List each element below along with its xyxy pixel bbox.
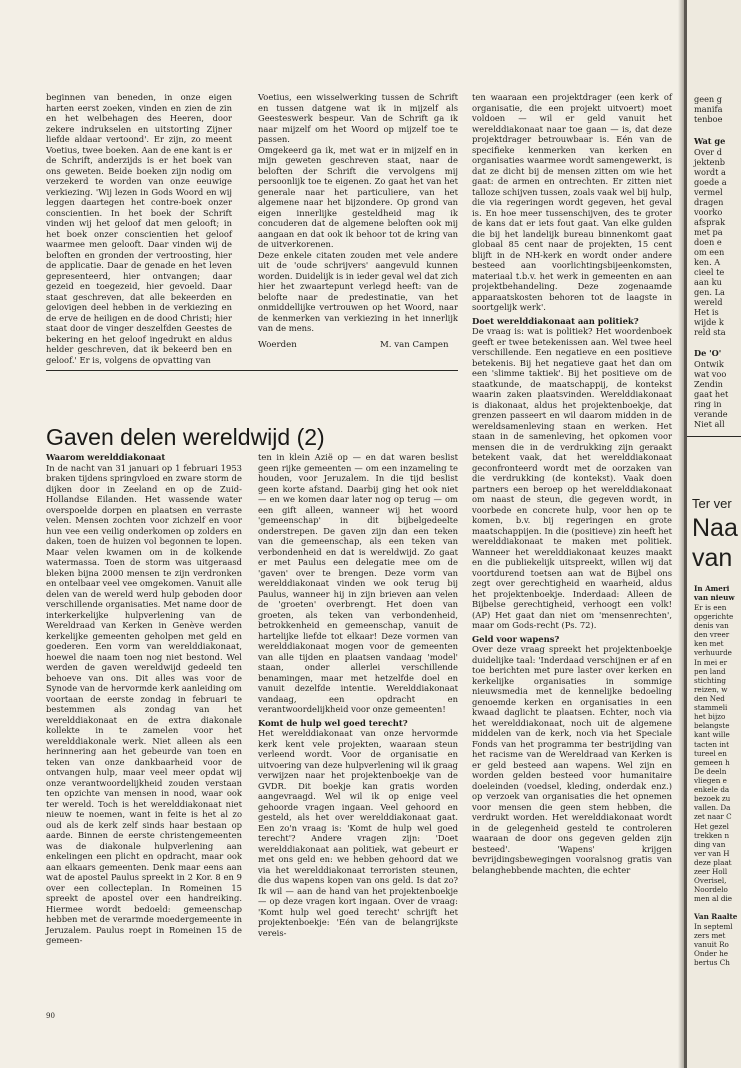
right-line: Ontwik xyxy=(694,359,724,369)
right-small-line: den vreer xyxy=(694,630,730,639)
article-column-2-text: ten in klein Azië op — en dat waren beslist geen rijke gemeenten — om een inzameling te houden, voor Jeruzalem. In die tijd beslist geen korte afstand. Daarbij ging het ook niet — en we komen daar later nog op terug — om een gift alleen, wanneer wij het woord 'gemeenschap' in dit bijbelgedeelte onderstrepen. De gaven zijn dan een teken van die gemeenschap, als een teken van verbondenheid en dat is wereldwijd. Zo gaat er met Paulus een delegatie mee om de 'gaven' over te brengen. Deze vorm van werelddiakonaat vinden we ook terug bij Paulus, wanneer hij in zijn brieven aan velen de 'groeten' overbrengt. Het doen van groeten, als teken van verbondenheid, betrokkenheid en gemeenschap, vanuit de hartelijke liefde tot elkaar! Deze vormen van werelddiakonaat mogen voor de gemeenten van alle tijden en plaatsen vandaag 'model' staan, onder allerlei verschillende benamingen, maar met hetzelfde doel en vanuit dezelfde intentie. Werelddiakonaat vandaag, een opdracht en verantwoordelijkheid voor onze gemeenten! xyxy=(258,452,458,714)
right-small-line: gemeen h xyxy=(694,758,730,767)
article-column-1 xyxy=(46,452,242,1012)
right-small-line: zet naar C xyxy=(694,812,732,821)
right-small-line: Het gezel xyxy=(694,822,729,831)
right-small-line: bezoek zu xyxy=(694,794,731,803)
right-line: ring in xyxy=(694,399,722,409)
right-small-line: Noordelo xyxy=(694,885,728,894)
article-column-1-text: In de nacht van 31 januari op 1 februari 1953 braken tijdens springvloed en zware storm de dijken door in Zeeland en op de Zuid-Hollandse Eilanden. Het wassende water overspoelde dorpen en plaatsen en verraste velen. Mensen zochten voor zichzelf en voor hun vee een veilig onderkomen op zolders en daken, toen de huizen vol begonnen te lopen. Maar velen kwamen om in de kolkende watermassa. Toen de storm was uitgeraasd bleken bijna 2000 mensen te zijn verdronken en ontelbaar veel vee omgekomen. Vanuit alle delen van de wereld werd hulp geboden door verschillende organisaties. Met name door de interkerkelijke hulpverlening van de Wereldraad van Kerken in Genève werden kerkelijke gemeenten geholpen met geld en goederen. Een vorm van werelddiakonaat, hoewel die naam toen nog niet bestond. Wel werden de gaven wereldwijd gedeeld ten behoeve van ons. Dit alles was voor de Synode van de hervormde kerk aanleiding om voortaan de eerste zondag in februari te bestemmen als zondag van het werelddiakonaat en de extra diakonale kollekte in te zamelen voor het werelddiakonale werk. Niet alleen als een herinnering aan het gebeurde van toen en teken van onze dankbaarheid voor de ontvangen hulp, maar veel meer opdat wij onze verantwoordelijkheid zouden verstaan ten opzichte van mensen in nood, waar ook ter wereld. Toch is het werelddiakonaat niet nieuw te noemen, want in feite is het al zo oud als de kerk zelf sinds haar bestaan op aarde. Binnen de eerste christengemeenten was de diakonale hulpverlening aan enkelingen een plicht en opdracht, maar ook aan elkaars gemeenten. Denk maar eens aan wat de apostel Paulus spreekt in 2 Kor. 8 en 9 over een collecteplan. In Romeinen 15 spreekt de apostel over een handreiking. Hiermee wordt bedoeld: gemeenschap hebben met de verarmde moedergemeente in Jeruzalem. Paulus roept in Romeinen 15 de gemeen- xyxy=(46,462,242,945)
right-small-line: zers met xyxy=(694,931,726,940)
right-line: reld sta xyxy=(694,327,726,337)
right-line: om een xyxy=(694,247,725,257)
right-small-line: Overisel, xyxy=(694,876,727,885)
column-3-wapens-text: Over deze vraag spreekt het projektenboekje duidelijke taal: 'Inderdaad verschijnen er af en toe berichten met pure laster over kerken en kerkelijke organisaties in sommige nieuwsmedia met de kennelijke bedoeling genoemde kerken en organisaties in een kwaad daglicht te plaatsen. Echter, noch via het werelddiakonaat, noch uit de algemene middelen van de kerk, noch via het Speciale Fonds van het programma ter bestrijding van het racisme van de Wereldraad van Kerken is er geld besteed aan wapens. Wel zijn en worden gelden besteed voor humanitaire doeleinden (voedsel, kleding, onderdak enz.) op verzoek van organisaties die het opnemen voor mensen die geen stem hebben, die verdrukt worden. Het werelddiakonaat wordt in de gelegenheid gesteld te controleren waaraan de door ons gegeven gelden zijn besteed'. 'Wapens' krijgen bevrijdingsbewegingen vooralsnog gratis van belanghebbende machten, die echter xyxy=(472,644,672,875)
right-line: vermel xyxy=(694,187,723,197)
right-line: goede a xyxy=(694,177,727,187)
right-small-line: In mei er xyxy=(694,658,728,667)
right-line: aan ku xyxy=(694,277,722,287)
right-line: afsprak xyxy=(694,217,726,227)
right-small-line: belangste xyxy=(694,721,730,730)
right-heading-wat: Wat ge xyxy=(694,136,726,146)
top-column-1 xyxy=(46,92,232,365)
right-small-line: verhuurde xyxy=(694,648,732,657)
right-line: dragen xyxy=(694,197,724,207)
right-small-line: trekken n xyxy=(694,831,730,840)
right-small-line: ken met xyxy=(694,639,724,648)
column-3-politiek-text: De vraag is: wat is politiek? Het woordenboek geeft er twee betekenissen aan. Wel twee heel verschillende. Een negatieve en een positieve betekenis. Bij het negatieve gaat het dan om een 'slimme taktiek'. Bij het positieve om de staatkunde, de maatschappij, de kontekst waarin zaken plaatsvinden. Werelddiakonaat is diakonaat, aldus het projektenboekje, dat grenzen passeert en wil daarom midden in de wereldsamenleving staan en werken. Het staan in de samenleving, het opkomen voor mensen die in de verdrukking zijn geraakt betekent vaak, dat het werelddiakonaat geconfronteerd wordt met de oorzaken van die verdrukking (de kontekst). Vaak doen partners een beroep op het werelddiakonaat om naast de steun, die gegeven wordt, in voorbede en concrete hulp, voor hen op te komen, b.v. bij regeringen en grote maatschappijen. In die (positieve) zin heeft het werelddiakonaat te maken met politiek. Wanneer het werelddiakonaat keuzes maakt en die publiekelijk uitspreekt, willen wij dat voortdurend toetsen aan wat de Bijbel ons zegt over gerechtigheid en waarheid, aldus het projektenboekje. Inderdaad: Alleen de Bijbelse gerechtigheid, verhoogt een volk! (AP) Het gaat dan niet om 'mensenrechten', maar om Gods-recht (Ps. 72). xyxy=(472,326,672,630)
right-line: verande xyxy=(694,409,728,419)
heading-wapens: Geld voor wapens? xyxy=(472,633,560,644)
right-headline-1: Naa xyxy=(692,514,738,542)
right-line: voorko xyxy=(694,207,723,217)
right-line: Het is xyxy=(694,307,719,317)
right-small-line: Er is een xyxy=(694,603,727,612)
top-column-2 xyxy=(258,92,458,337)
column-3 xyxy=(472,92,672,1012)
right-lead: In Ameri xyxy=(694,584,730,593)
right-small-line: stichting xyxy=(694,676,726,685)
right-small-line: In septeml xyxy=(694,922,733,931)
right-small-line: ding van xyxy=(694,840,726,849)
right-line: wordt a xyxy=(694,167,726,177)
right-small-line: vanuit Ro xyxy=(694,940,729,949)
right-line: Niet all xyxy=(694,419,725,429)
right-heading-o: De 'O' xyxy=(694,348,722,358)
right-line: gaat het xyxy=(694,389,729,399)
heading-hulp: Komt de hulp wel goed terecht? xyxy=(258,717,408,728)
right-divider xyxy=(687,436,741,437)
signature-place: Woerden xyxy=(258,340,297,350)
right-line: cieel te xyxy=(694,267,725,277)
right-small-line: deze plaat xyxy=(694,858,732,867)
right-small-line: vliegen e xyxy=(694,776,727,785)
right-small-line: zeer Holl xyxy=(694,867,728,876)
column-3-top-text: ten waaraan een projektdrager (een kerk of organisatie, die een projekt uitvoert) moet voldoen — wil er geld vanuit het werelddiakonaat naar toe gaan — is, dat deze projektdrager betrouwbaar is. Eén van de specifieke kenmerken van kerken en organisaties waarmee wordt samengewerkt, is dat ze dicht bij de mensen zitten om wie het gaat: de armen en ontrechten. Er zitten niet talloze schijven tussen, zoals vaak wel bij hulp, die via regeringen wordt gegeven, het geval is. En hoe meer tussenschijven, des te groter de kans dat er iets fout gaat. Van elke gulden die bij het landelijk bureau binnenkomt gaat globaal 85 cent naar de projekten, 15 cent blijft in de NH-kerk en wordt onder andere besteed aan voorlichtingsbijeenkomsten, materiaal t.b.v. het werk in gemeenten en aan projektbehandeling. Deze zogenaamde apparaatskosten behoren tot de laagste in soortgelijk werk'. xyxy=(472,92,673,312)
right-small-line: men al die xyxy=(694,894,733,903)
right-small-line: De deeln xyxy=(694,767,727,776)
right-line: geen g xyxy=(694,94,723,104)
article-title: Gaven delen wereldwijd (2) xyxy=(46,424,325,450)
right-line: ken. A xyxy=(694,257,721,267)
right-small-line: reizen, w xyxy=(694,685,728,694)
right-small-line: opgerichte xyxy=(694,612,734,621)
right-small-line: ver van H xyxy=(694,849,730,858)
section-divider xyxy=(46,370,458,371)
adjacent-page xyxy=(684,0,741,1068)
right-heading-van-raalte: Van Raalte xyxy=(694,912,738,921)
right-small-line: stammeli xyxy=(694,703,728,712)
right-line: wijde k xyxy=(694,317,724,327)
right-kicker: Ter ver xyxy=(692,496,732,511)
right-headline-2: van xyxy=(692,544,733,572)
right-line: Zendin xyxy=(694,379,723,389)
top-column-1-text: beginnen van beneden, in onze eigen harten eerst zoeken, vinden en zien de zin en het welbehagen des Heeren, door zekere indrukselen en uitstorting Zijner liefde aldaar vertoond'. Er zijn, zo meent Voetius, twee boeken. Aan de ene kant is er de Schrift, anderzijds is er het boek van ons geweten. Beide boeken zijn nodig om verzekerd te worden van onze eeuwige verkiezing. 'Wij lezen in Gods Woord en wij leggen daartegen het contre-boek onzer conscientien. In het boek der Schrift vinden wij het geloof dat men gelooft; in het boek onzer conscientien het geloof waarmee men gelooft. Daar vinden wij de beloften en gronden der vertroosting, hier de applicatie. Daar de genade en het leven gepresenteerd, hier ontvangen; daar gezeid en toegezeid, hier gevoeld. Daar staat geschreven, dat alle bekeerden en gelovigen deel hebben in de verkiezing en de erve de heiligen en de dood Christi; hier staat door de vinger deszelfden Geestes de bekering en het geloof ingedrukt en aldus helder geschreven, dat ik bekeerd ben en geloof.' Er is, volgens de opvatting van xyxy=(46,92,232,365)
right-small-line: denis van xyxy=(694,621,729,630)
right-small-line: tacten int xyxy=(694,740,730,749)
right-small-line: kant wille xyxy=(694,730,730,739)
right-small-line: vallen. Da xyxy=(694,803,731,812)
right-line: doen e xyxy=(694,237,722,247)
right-line: wereld xyxy=(694,297,723,307)
top-column-2-para-2: Omgekeerd ga ik, met wat er in mijzelf en in mijn geweten geschreven staat, naar de beloften der Schrift die vervolgens mij persoonlijk toe te eigenen. Zo gaat het van het generale naar het particuliere, van het algemene naar het bijzondere. Op grond van eigen innerlijke gesteldheid mag ik concuderen dat de algemene beloften ook mij aangaan en dat ook ik behoor tot de kring van de uitverkorenen. xyxy=(258,144,458,249)
top-column-2-para-3: Deze enkele citaten zouden met vele andere uit de 'oude schrijvers' aangevuld kunnen worden. Duidelijk is in ieder geval wel dat zich hier het zwaartepunt verlegd heeft: van de belofte naar de predestinatie, van het onmiddellijke vertrouwen op het Woord, naar de kenmerken van verkiezing in het innerlijk van de mens. xyxy=(258,249,458,333)
top-column-2-para-1: Voetius, een wisselwerking tussen de Schrift en tussen datgene wat ik in mijzelf als Geesteswerk bespeur. Van de Schrift ga ik naar mijzelf om het Woord op mijzelf toe te passen. xyxy=(258,92,458,144)
heading-waarom: Waarom werelddiakonaat xyxy=(46,452,166,462)
right-line: manifa xyxy=(694,104,723,114)
right-line: tenboe xyxy=(694,114,723,124)
page-number: 90 xyxy=(46,1012,55,1020)
right-line: Over d xyxy=(694,147,722,157)
right-lead: van nieuw xyxy=(694,593,735,602)
right-small-line: pen land xyxy=(694,667,726,676)
right-line: gen. La xyxy=(694,287,725,297)
heading-politiek: Doet werelddiakonaat aan politiek? xyxy=(472,315,639,326)
right-line: wat voo xyxy=(694,369,727,379)
right-small-line: bertus Ch xyxy=(694,958,730,967)
right-line: jektenb xyxy=(694,157,725,167)
right-small-line: Onder he xyxy=(694,949,728,958)
signature-author: M. van Campen xyxy=(380,340,449,350)
article-column-2 xyxy=(258,452,458,1012)
right-small-line: het bijzo xyxy=(694,712,726,721)
right-small-line: enkele da xyxy=(694,785,730,794)
right-small-line: den Ned xyxy=(694,694,725,703)
right-line: met pa xyxy=(694,227,723,237)
article-column-2-hulp-text: Het werelddiakonaat van onze hervormde kerk kent vele projekten, waaraan steun verleend wordt. Voor de organisatie en uitvoering van deze hulpverlening wil ik graag verwijzen naar het projektenboekje van de GVDR. Dit boekje kan gratis worden aangevraagd. Wel wil ik op enige veel gehoorde vragen ingaan. Veel gehoord en gesteld, als het over werelddiakonaat gaat. Een zo'n vraag is: 'Komt de hulp wel goed terecht'? Andere vragen zijn: 'Doet werelddiakonaat aan politiek, wat gebeurt er met ons geld en: we hebben gehoord dat we via het werelddiakonaat terroristen steunen, die dus wapens kopen van ons geld. Is dat zo? Ik wil — aan de hand van het projektenboekje — op deze vragen kort ingaan. Over de vraag: 'Komt hulp wel goed terecht' schrijft het projektenboekje: 'Eén van de belangrijkste vereis- xyxy=(258,728,458,938)
right-small-line: tureel en xyxy=(694,749,727,758)
